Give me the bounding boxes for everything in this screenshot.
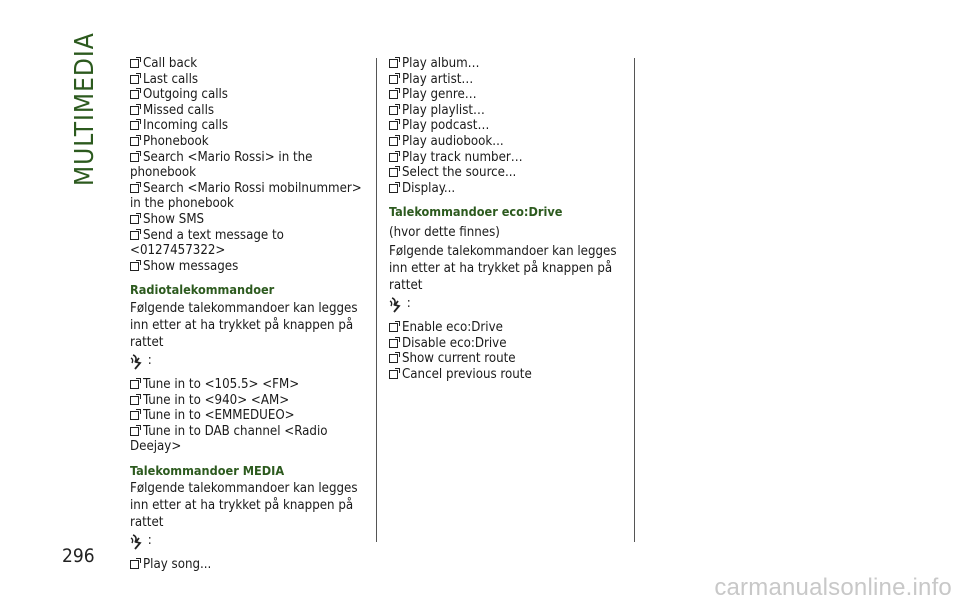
media-command-list-continued	[389, 56, 629, 196]
checkbox-bullet-icon	[389, 59, 398, 68]
list-item: Outgoing calls	[130, 87, 370, 103]
side-title: MULTIMEDIA	[70, 32, 100, 186]
list-item: Send a text message to <0127457322>	[130, 227, 284, 259]
list-item: Show current route	[389, 351, 629, 367]
list-item: Phonebook	[130, 134, 370, 150]
list-item: Tune in to <105.5> <FM>	[130, 377, 370, 393]
checkbox-bullet-icon	[130, 560, 139, 569]
column-divider-right	[634, 58, 635, 542]
list-item: Show messages	[130, 259, 370, 275]
media-intro: Følgende talekommandoer kan legges inn etter at ha trykket på knappen på rattet	[130, 481, 358, 531]
list-item: Call back	[130, 56, 370, 72]
ecodrive-intro: Følgende talekommandoer kan legges inn etter at ha trykket på knappen på rattet	[389, 243, 617, 293]
checkbox-bullet-icon	[130, 262, 139, 271]
list-item: Tune in to DAB channel <Radio Deejay>	[130, 423, 328, 455]
list-item: Disable eco:Drive	[389, 336, 629, 352]
checkbox-bullet-icon	[389, 323, 398, 332]
section-heading-ecodrive: Talekommandoer eco:Drive	[389, 204, 563, 220]
ecodrive-command-list	[389, 320, 629, 382]
list-item: Play playlist…	[389, 103, 629, 119]
checkbox-bullet-icon	[130, 137, 139, 146]
list-item: Search <Mario Rossi> in the phonebook	[130, 149, 313, 181]
list-item: Display...	[389, 181, 629, 197]
list-item: Show SMS	[130, 212, 370, 228]
phone-command-list	[130, 56, 370, 274]
checkbox-bullet-icon	[389, 184, 398, 193]
checkbox-bullet-icon	[389, 90, 398, 99]
list-item: Incoming calls	[130, 118, 370, 134]
checkbox-bullet-icon	[130, 121, 139, 130]
checkbox-bullet-icon	[130, 231, 139, 240]
watermark: carmanualsonline.info	[714, 574, 952, 601]
checkbox-bullet-icon	[130, 427, 139, 436]
checkbox-bullet-icon	[389, 168, 398, 177]
checkbox-bullet-icon	[389, 137, 398, 146]
section-heading-radio: Radiotalekommandoer	[130, 282, 275, 298]
list-item: Last calls	[130, 72, 370, 88]
list-item: Play genre…	[389, 87, 629, 103]
checkbox-bullet-icon	[130, 153, 139, 162]
checkbox-bullet-icon	[130, 184, 139, 193]
section-heading-media: Talekommandoer MEDIA	[130, 462, 285, 478]
list-item: Play artist…	[389, 72, 629, 88]
checkbox-bullet-icon	[389, 121, 398, 130]
list-item: Play audiobook...	[389, 134, 629, 150]
checkbox-bullet-icon	[130, 59, 139, 68]
list-item: Cancel previous route	[389, 367, 629, 383]
list-item: Play track number…	[389, 150, 629, 166]
column-right	[389, 56, 629, 382]
list-item: Play podcast…	[389, 118, 629, 134]
checkbox-bullet-icon	[389, 370, 398, 379]
list-item: Missed calls	[130, 103, 370, 119]
list-item: Select the source...	[389, 165, 629, 181]
checkbox-bullet-icon	[389, 75, 398, 84]
media-command-list	[130, 557, 370, 573]
list-item: Tune in to <EMMEDUEO>	[130, 408, 370, 424]
voice-command-icon: :	[389, 296, 629, 316]
checkbox-bullet-icon	[130, 215, 139, 224]
ecodrive-note: (hvor dette finnes)	[389, 224, 500, 240]
radio-intro: Følgende talekommandoer kan legges inn etter at ha trykket på knappen på rattet	[130, 300, 358, 350]
voice-command-icon: :	[130, 353, 370, 373]
checkbox-bullet-icon	[130, 90, 139, 99]
list-item: Tune in to <940> <AM>	[130, 393, 370, 409]
checkbox-bullet-icon	[130, 396, 139, 405]
list-item: Play album…	[389, 56, 629, 72]
checkbox-bullet-icon	[389, 339, 398, 348]
voice-command-icon: :	[130, 533, 370, 553]
checkbox-bullet-icon	[389, 106, 398, 115]
checkbox-bullet-icon	[389, 153, 398, 162]
checkbox-bullet-icon	[130, 75, 139, 84]
checkbox-bullet-icon	[389, 354, 398, 363]
column-divider-left	[376, 58, 377, 542]
list-item: Search <Mario Rossi mobilnummer> in the phonebook	[130, 180, 362, 212]
checkbox-bullet-icon	[130, 411, 139, 420]
list-item: Play song...	[130, 557, 370, 573]
list-item: Enable eco:Drive	[389, 320, 629, 336]
checkbox-bullet-icon	[130, 380, 139, 389]
page-number: 296	[62, 545, 95, 567]
column-left	[130, 56, 370, 573]
radio-command-list	[130, 377, 370, 455]
checkbox-bullet-icon	[130, 106, 139, 115]
